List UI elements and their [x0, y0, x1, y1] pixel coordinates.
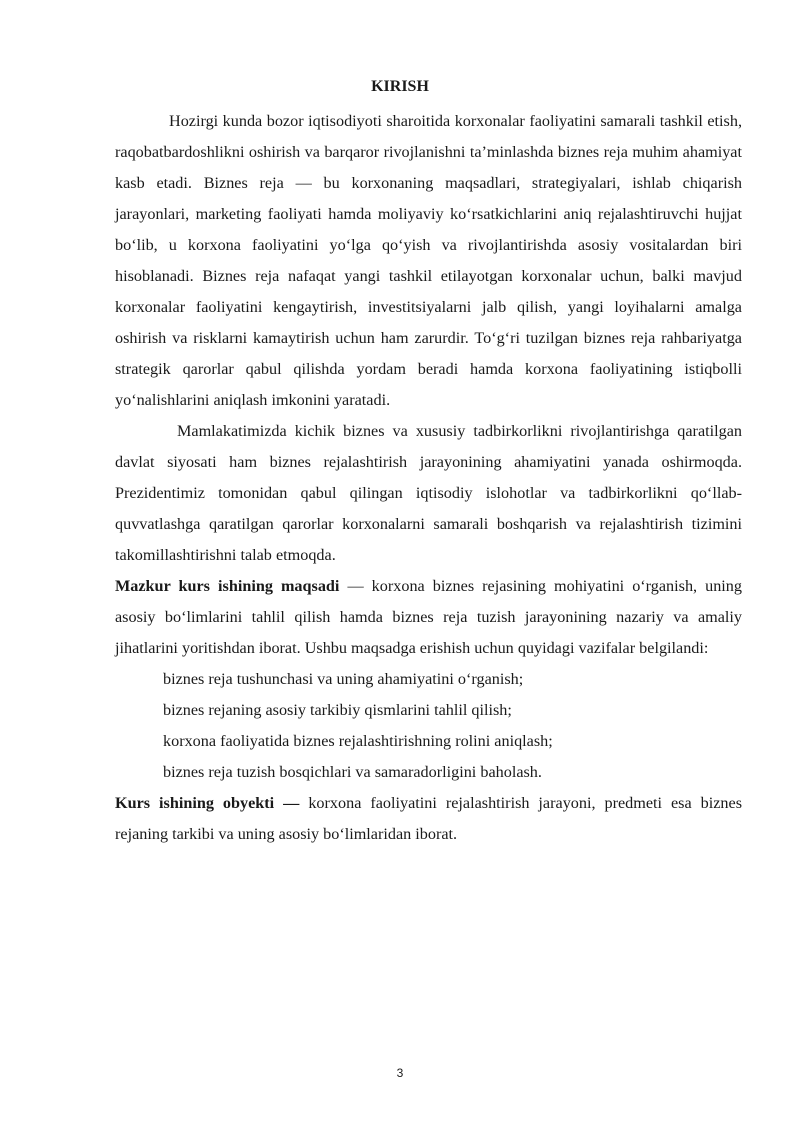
object-label: Kurs ishining obyekti —	[115, 794, 300, 812]
intro-paragraph: Hozirgi kunda bozor iqtisodiyoti sharoitida korxonalar faoliyatini samarali tashkil etish, raqobatbardoshlikni oshirish va barqaror rivojlanishni ta’minlashda biznes reja muhim ahamiyat kasb etadi. Biznes reja — bu korxonaning maqsadlari, strategiyalari, ishlab chiqarish jarayonlari, marketing faoliyati hamda moliyaviy ko‘rsatkichlarini aniq rejalashtiruvchi hujjat bo‘lib, u korxona faoliyatini yo‘lga qo‘yish va rivojlantirishda asosiy vositalardan biri hisoblanadi. Biznes reja nafaqat yangi tashkil etilayotgan korxonalar uchun, balki mavjud korxonalar faoliyatini kengaytirish, investitsiyalarni jalb qilish, yangi loyihalarni amalga oshirish va risklarni kamaytirish uchun ham zarurdir. To‘g‘ri tuzilgan biznes reja rahbariyatga strategik qarorlar qabul qilishda yordam beradi hamda korxona faoliyatining istiqbolli yo‘nalishlarini aniqlash imkonini yaratadi.	[115, 112, 742, 409]
policy-paragraph: Mamlakatimizda kichik biznes va xususiy tadbirkorlikni rivojlantirishga qaratilgan davlat siyosati ham biznes rejalashtirish jarayonining ahamiyatini yanada oshirmoqda. Prezidentimiz tomonidan qabul qilingan iqtisodiy islohotlar va tadbirkorlikni qo‘llab-quvvatlashga qaratilgan qarorlar korxonalarni samarali boshqarish va rejalashtirish tizimini takomillashtirishni talab etmoqda.	[115, 422, 742, 564]
goal-text: — korxona biznes rejasining mohiyatini o‘rganish, uning asosiy bo‘limlarini tahlil qilish hamda biznes reja tuzish jarayonining nazariy va amaliy jihatlarini yoritishdan iborat. Ushbu maqsadga erishish uchun quyidagi vazifalar belgilandi:	[115, 577, 742, 657]
task-item: biznes reja tuzish bosqichlari va samaradorligini baholash.	[163, 763, 542, 781]
page-title: KIRISH	[371, 78, 429, 95]
object-text: korxona faoliyatini rejalashtirish jarayoni, predmeti esa biznes rejaning tarkibi va uning asosiy bo‘limlaridan iborat.	[115, 794, 742, 843]
task-item: biznes reja tushunchasi va uning ahamiyatini o‘rganish;	[163, 670, 524, 688]
goal-paragraph	[115, 571, 742, 664]
page-number: 3	[396, 1066, 404, 1080]
task-item: biznes rejaning asosiy tarkibiy qismlarini tahlil qilish;	[163, 701, 512, 719]
object-paragraph	[115, 788, 742, 850]
goal-label: Mazkur kurs ishining maqsadi	[115, 577, 340, 595]
body-text	[115, 106, 742, 850]
task-item: korxona faoliyatida biznes rejalashtirishning rolini aniqlash;	[163, 732, 553, 750]
